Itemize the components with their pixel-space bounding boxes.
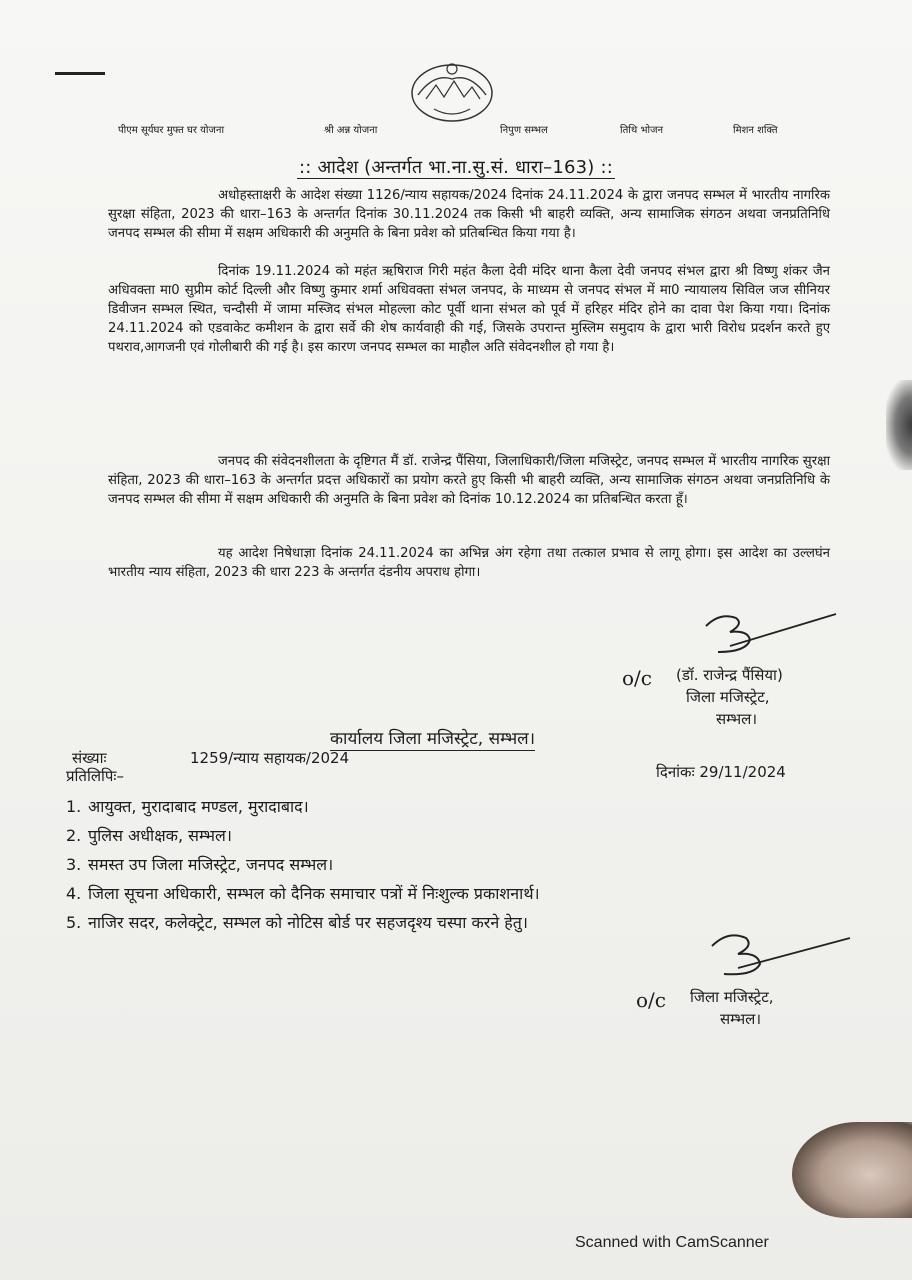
oc-mark: o/c [622, 666, 652, 690]
scheme-item: तिथि भोजन [620, 125, 664, 136]
ref-number: 1259/न्याय सहायक/2024 [190, 749, 350, 767]
list-item-text: समस्त उप जिला मजिस्ट्रेट, जनपद सम्भल। [88, 855, 334, 874]
scheme-item: मिशन शक्ति [733, 125, 778, 136]
copy-list [66, 792, 786, 937]
signature-1-icon [690, 606, 840, 662]
list-item [66, 850, 786, 879]
ref-date: दिनांकः 29/11/2024 [656, 763, 786, 781]
list-item [66, 908, 786, 937]
ref-label: संख्याः [72, 749, 107, 767]
list-item-number: 5. [66, 913, 82, 932]
list-item-number: 3. [66, 855, 82, 874]
signatory-name: (डॉ. राजेन्द्र पैंसिया) [676, 666, 783, 684]
order-title [0, 155, 912, 179]
copy-label: प्रतिलिपिः– [66, 767, 124, 785]
list-item [66, 792, 786, 821]
order-paragraph-1: अधोहस्ताक्षरी के आदेश संख्या 1126/न्याय सहायक/2024 दिनांक 24.11.2024 के द्वारा जनपद सम्भल में भारतीय नागरिक सुरक्षा संहिता, 2023 की धारा–163 के अन्तर्गत दिनांक 30.11.2024 तक किसी भी बाहरी व्यक्ति, अन्य सामाजिक संगठन अथवा जनप्रतिनिधि जनपद सम्भल की सीमा में सक्षम अधिकारी की अनुमति के बिना प्रवेश को प्रतिबन्धित किया गया है। [108, 188, 830, 241]
list-item [66, 821, 786, 850]
list-item-text: पुलिस अधीक्षक, सम्भल। [88, 826, 232, 845]
office-heading: कार्यालय जिला मजिस्ट्रेट, सम्भल। [330, 726, 535, 751]
list-item-number: 1. [66, 797, 82, 816]
signatory-place: सम्भल। [716, 710, 758, 728]
header-dash [55, 72, 105, 75]
order-title-text: :: आदेश (अन्तर्गत भा.ना.सु.सं. धारा–163) :: [299, 157, 613, 178]
order-paragraph-4: यह आदेश निषेधाज्ञा दिनांक 24.11.2024 का अभिन्न अंग रहेगा तथा तत्काल प्रभाव से लागू होगा। इस आदेश का उल्लघंन भारतीय न्याय संहिता, 2023 की धारा 223 के अन्तर्गत दंडनीय अपराध होगा। [108, 546, 830, 580]
signatory-place: सम्भल। [720, 1010, 762, 1028]
thumb-in-photo [792, 1122, 912, 1218]
list-item-text: जिला सूचना अधिकारी, सम्भल को दैनिक समाचार पत्रों में निःशुल्क प्रकाशनार्थ। [88, 884, 540, 903]
scheme-item: श्री अन्न योजना [324, 125, 378, 136]
page-edge-shadow [886, 380, 912, 470]
signatory-designation: जिला मजिस्ट्रेट, [686, 688, 770, 706]
order-paragraph-3: जनपद की संवेदनशीलता के दृष्टिगत मैं डॉ. राजेन्द्र पैंसिया, जिलाधिकारी/जिला मजिस्ट्रेट, जनपद सम्भल में भारतीय नागरिक सुरक्षा संहिता, 2023 की धारा–163 के अन्तर्गत प्रदत्त अधिकारों का प्रयोग करते हुए किसी भी बाहरी व्यक्ति, अन्य सामाजिक संगठन अथवा जनप्रतिनिधि के जनपद सम्भल की सीमा में सक्षम अधिकारी की अनुमति के बिना प्रवेश को दिनांक 10.12.2024 का प्रतिबन्धित करता हूँ। [108, 454, 830, 507]
list-item-number: 2. [66, 826, 82, 845]
scheme-item: निपुण सम्भल [500, 125, 548, 136]
signature-2-block [690, 986, 774, 1030]
scheme-item: पीएम सूर्यघर मुफ्त घर योजना [118, 125, 225, 136]
list-item [66, 879, 786, 908]
district-logo-icon [404, 55, 500, 127]
scheme-banner [0, 118, 912, 142]
oc-mark: o/c [636, 988, 666, 1012]
list-item-number: 4. [66, 884, 82, 903]
list-item-text: नाजिर सदर, कलेक्ट्रेट, सम्भल को नोटिस बोर्ड पर सहजदृश्य चस्पा करने हेतु। [88, 913, 528, 932]
signature-2-icon [694, 924, 854, 984]
signatory-designation: जिला मजिस्ट्रेट, [690, 988, 774, 1006]
scanner-watermark: Scanned with CamScanner [575, 1234, 769, 1251]
signature-1-block [676, 664, 783, 730]
order-paragraph-2: दिनांक 19.11.2024 को महंत ऋषिराज गिरी महंत कैला देवी मंदिर थाना कैला देवी जनपद संभल द्वारा श्री विष्णु शंकर जैन अधिवक्ता मा0 सुप्रीम कोर्ट दिल्ली और विष्णु कुमार शर्मा अधिवक्ता संभल जनपद, के माध्यम से जनपद संभल में मा0 न्यायालय सिविल जज सीनियर डिवीजन सम्भल स्थित, चन्दौसी में जामा मस्जिद संभल मोहल्ला कोट पूर्वी थाना संभल को पूर्व में हरिहर मंदिर होने का दावा पेश किया गया। दिनांक 24.11.2024 को एडवाकेट कमीशन के द्वारा सर्वे की शेष कार्यवाही की गई, जिसके उपरान्त मुस्लिम समुदाय के द्वारा भारी विरोध प्रदर्शन करते हुए पथराव,आगजनी एवं गोलीबारी की गई है। इस कारण जनपद सम्भल का माहौल अति संवेदनशील हो गया है। [108, 264, 830, 355]
list-item-text: आयुक्त, मुरादाबाद मण्डल, मुरादाबाद। [88, 797, 309, 816]
